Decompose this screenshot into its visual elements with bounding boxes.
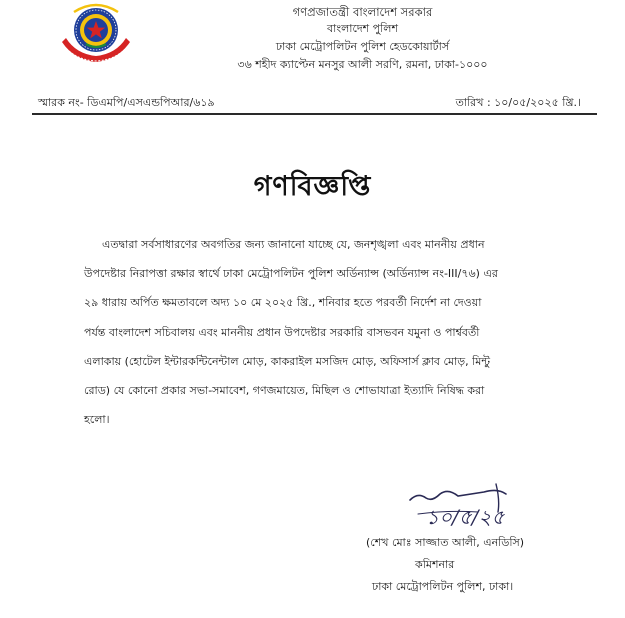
signature-date: ১০/৫/২৫ (426, 505, 505, 529)
body-line: পর্যন্ত বাংলাদেশ সচিবালয় এবং মাননীয় প্রধান উপদেষ্টার সরকারি বাসভবন যমুনা ও পার্শ্ববর্তী (84, 325, 480, 339)
signatory-designation: কমিশনার (415, 558, 455, 571)
dmp-emblem-logo (56, 2, 136, 64)
header-government: গণপ্রজাতন্ত্রী বাংলাদেশ সরকার (292, 5, 433, 19)
handwritten-signature (388, 480, 558, 532)
signatory-organization: ঢাকা মেট্রোপলিটন পুলিশ, ঢাকা। (372, 580, 514, 593)
memo-number: স্মারক নং- ডিএমপি/এসএন্ডপিআর/৬১৯ (38, 96, 215, 109)
notice-body (84, 230, 549, 434)
body-line: এলাকায় (হোটেল ইন্টারকন্টিনেন্টাল মোড়, কাকরাইল মসজিদ মোড়, অফিসার্স ক্লাব মোড়, মিন্টু (84, 354, 491, 368)
header-address: ৩৬ শহীদ ক্যাপ্টেন মনসুর আলী সরণি, রমনা, ঢাকা-১০০০ (237, 58, 488, 71)
body-line: হলো। (84, 413, 110, 427)
header-divider (32, 113, 597, 115)
notice-title: গণবিজ্ঞপ্তি (253, 171, 372, 202)
body-line: রোড) যে কোনো প্রকার সভা-সমাবেশ, গণজমায়েত, মিছিল ও শোভাযাত্রা ইত্যাদি নিষিদ্ধ করা (84, 384, 485, 398)
memo-date: তারিখ : ১০/০৫/২০২৫ খ্রি.। (455, 96, 581, 109)
body-line: ২৯ ধারায় অর্পিত ক্ষমতাবলে অদ্য ১০ মে ২০২৫ খ্রি., শনিবার হতে পরবর্তী নির্দেশ না দেওয়া (84, 296, 482, 310)
header-headquarters: ঢাকা মেট্রোপলিটন পুলিশ হেডকোয়ার্টার্স (275, 40, 450, 53)
body-line: উপদেষ্টার নিরাপত্তা রক্ষার স্বার্থে ঢাকা মেট্রোপলিটন পুলিশ অর্ডিন্যান্স (অর্ডিন্যান্স নং-III/৭৬) এর (84, 267, 498, 281)
signatory-name: (শেখ মোঃ সাজ্জাত আলী, এনডিসি) (366, 536, 525, 549)
body-line: এতদ্বারা সর্বসাধারণের অবগতির জন্য জানানো যাচ্ছে যে, জনশৃঙ্খলা এবং মাননীয় প্রধান (102, 238, 485, 251)
header-police: বাংলাদেশ পুলিশ (327, 22, 398, 35)
